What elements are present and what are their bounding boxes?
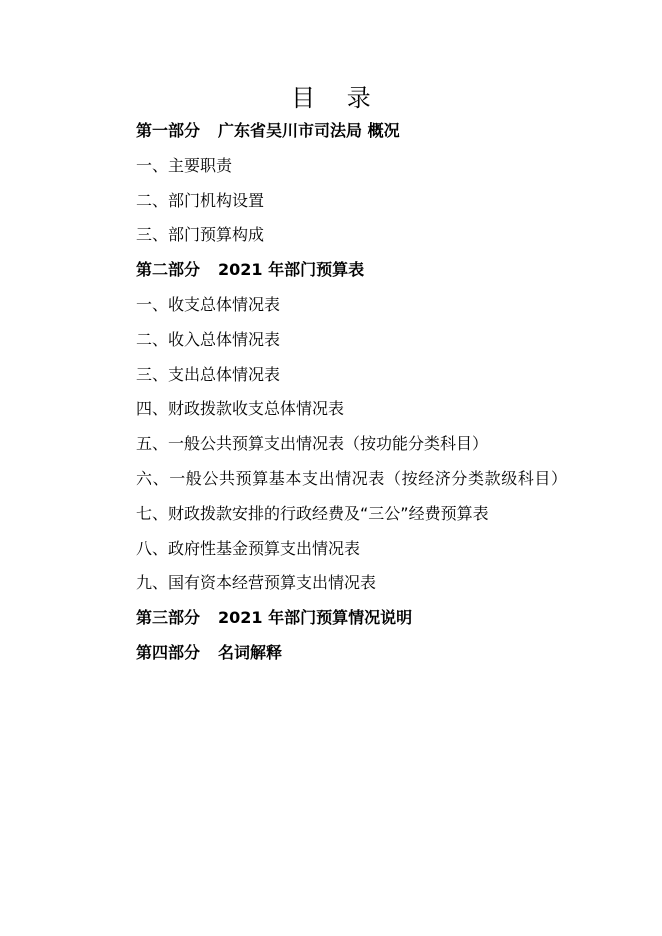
toc-part-1[interactable] xyxy=(100,114,570,149)
page-title: 目 录 xyxy=(291,84,383,112)
toc-part-4[interactable] xyxy=(100,636,570,671)
part-label: 第四部分 xyxy=(136,642,201,662)
part-title: 名词解释 xyxy=(218,642,283,662)
part-title: 广东省吴川市司法局 概况 xyxy=(218,121,400,140)
toc-part-2[interactable] xyxy=(100,253,570,288)
toc-item[interactable]: 一、主要职责 xyxy=(136,155,233,175)
part-label: 第一部分 xyxy=(136,121,201,140)
part-title: 2021 年部门预算情况说明 xyxy=(218,608,413,628)
toc-item[interactable]: 三、支出总体情况表 xyxy=(136,364,281,384)
part-label: 第二部分 xyxy=(136,260,201,280)
toc-item[interactable]: 六、一般公共预算基本支出情况表（按经济分类款级科目） xyxy=(136,468,568,488)
table-of-contents xyxy=(100,114,570,671)
toc-item[interactable]: 二、部门机构设置 xyxy=(136,190,265,210)
toc-item[interactable]: 九、国有资本经营预算支出情况表 xyxy=(136,573,377,593)
toc-item[interactable]: 一、收支总体情况表 xyxy=(136,294,281,314)
toc-item[interactable]: 四、财政拨款收支总体情况表 xyxy=(136,399,345,419)
part-label: 第三部分 xyxy=(136,608,201,628)
toc-item[interactable]: 二、收入总体情况表 xyxy=(136,329,281,349)
toc-item[interactable]: 三、部门预算构成 xyxy=(136,225,265,245)
toc-item[interactable]: 八、政府性基金预算支出情况表 xyxy=(136,538,361,558)
part-title: 2021 年部门预算表 xyxy=(218,260,365,280)
toc-item[interactable]: 七、财政拨款安排的行政经费及“三公”经费预算表 xyxy=(136,503,489,523)
toc-item[interactable]: 五、一般公共预算支出情况表（按功能分类科目） xyxy=(136,434,489,454)
toc-part-3[interactable] xyxy=(100,601,570,636)
